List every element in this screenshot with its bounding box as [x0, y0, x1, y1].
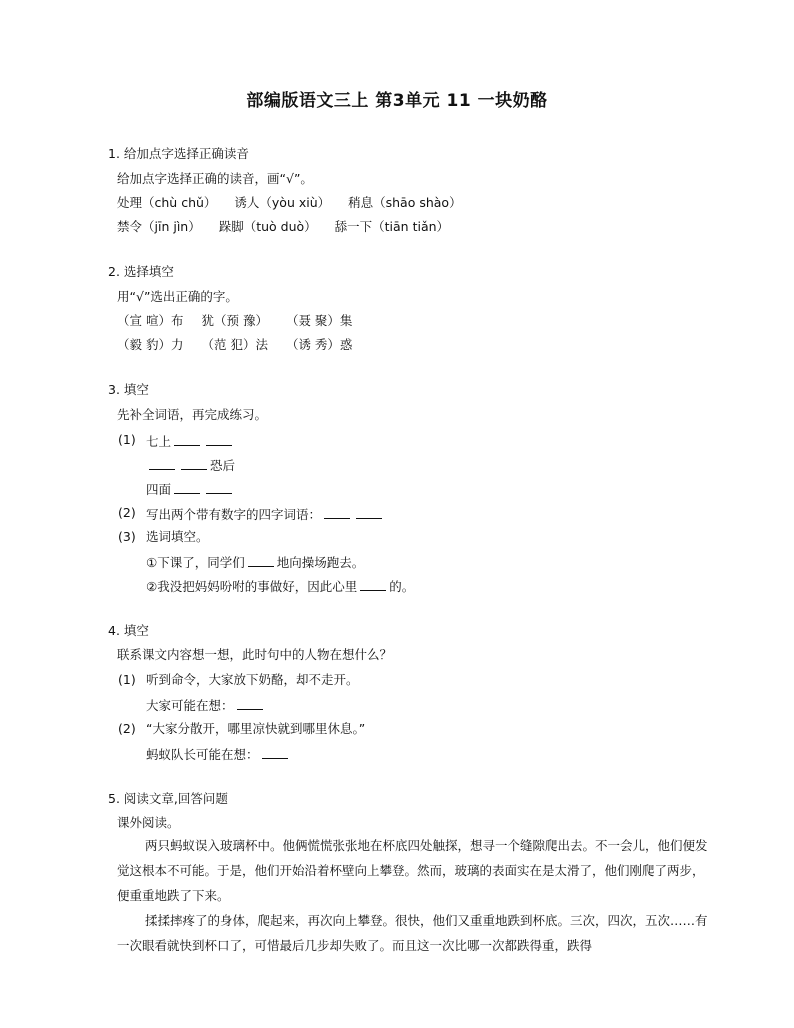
q3-part2-text: 写出两个带有数字的四字词语： — [146, 507, 322, 522]
q1-row2 — [117, 219, 449, 235]
q1-item-4: 禁令（jīn jìn） — [117, 219, 201, 234]
q5-paragraph-1: 两只蚂蚁误入玻璃杯中。他俩慌慌张张地在杯底四处触探，想寻一个缝隙爬出去。不一会儿，他们便发觉这根本不可能。于是，他们开始沿着杯壁向上攀登。然而，玻璃的表面实在是太滑了，他们刚爬了两步，便重重地跌了下来。 — [117, 838, 708, 903]
q2-row1 — [117, 313, 352, 329]
q3-sentence-2 — [146, 577, 414, 595]
q4-part1-answer-label: 大家可能在想： — [146, 698, 234, 713]
answer-blank[interactable] — [356, 505, 382, 519]
q5-header: 5. 阅读文章,回答问题 — [108, 791, 228, 806]
q1-item-5: 跺脚（tuò duò） — [218, 219, 317, 234]
answer-blank[interactable] — [206, 480, 232, 494]
q3-part1-line-c — [146, 480, 235, 498]
q3-instruction: 先补全词语，再完成练习。 — [117, 407, 268, 422]
q3-part1-line-a — [146, 432, 235, 450]
q3-sentence-1 — [146, 553, 364, 571]
q3-part1-line-b — [146, 456, 235, 474]
q3-sentence-2-post: 的。 — [389, 579, 415, 594]
q4-part2-number: (2) — [118, 721, 136, 736]
q3-sentence-1-post: 地向操场跑去。 — [276, 555, 365, 570]
q4-part2-answer — [146, 745, 291, 763]
answer-blank[interactable] — [360, 577, 386, 591]
q4-part1-number: (1) — [118, 672, 136, 687]
answer-blank[interactable] — [237, 696, 263, 710]
answer-blank[interactable] — [206, 432, 232, 446]
q3-part2-number: (2) — [118, 505, 136, 520]
q4-part1-answer — [146, 696, 266, 714]
q3-word-a-prefix: 七上 — [146, 434, 172, 449]
q1-item-2: 诱人（yòu xiù） — [234, 195, 331, 210]
q3-sentence-2-pre: ②我没把妈妈吩咐的事做好，因此心里 — [146, 579, 358, 594]
q2-item-2: 犹（预 豫） — [201, 313, 268, 328]
q5-instruction: 课外阅读。 — [117, 815, 180, 830]
q2-item-6: （诱 秀）惑 — [285, 337, 353, 352]
q3-part3-text: 选词填空。 — [146, 529, 209, 544]
q2-item-1: （宣 喧）布 — [117, 313, 184, 328]
q3-header: 3. 填空 — [108, 382, 149, 397]
q1-row1 — [117, 195, 462, 211]
q1-item-3: 稍息（shāo shào） — [348, 195, 462, 210]
answer-blank[interactable] — [262, 745, 288, 759]
q1-header: 1. 给加点字选择正确读音 — [108, 146, 249, 161]
q3-sentence-1-pre: ①下课了，同学们 — [146, 555, 245, 570]
q4-instruction: 联系课文内容想一想，此时句中的人物在想什么？ — [117, 647, 393, 662]
q4-part2-answer-label: 蚂蚁队长可能在想： — [146, 747, 259, 762]
answer-blank[interactable] — [174, 480, 200, 494]
q4-part2-text: “大家分散开，哪里凉快就到哪里休息。” — [146, 721, 366, 736]
answer-blank[interactable] — [324, 505, 350, 519]
q1-item-6: 舔一下（tiān tiǎn） — [334, 219, 450, 234]
answer-blank[interactable] — [181, 456, 207, 470]
answer-blank[interactable] — [174, 432, 200, 446]
q4-part1-text: 听到命令，大家放下奶酪，却不走开。 — [146, 672, 359, 687]
q2-row2 — [117, 337, 352, 353]
q2-instruction: 用“√”选出正确的字。 — [117, 289, 238, 304]
page-title: 部编版语文三上 第3单元 11 一块奶酪 — [246, 91, 548, 111]
q2-item-5: （范 犯）法 — [201, 337, 268, 352]
q5-paragraph-2: 揉揉摔疼了的身体，爬起来，再次向上攀登。很快，他们又重重地跌到杯底。三次，四次，五次……有一次眼看就快到杯口了，可惜最后几步却失败了。而且这一次比哪一次都跌得重，跌得 — [117, 913, 708, 953]
q4-header: 4. 填空 — [108, 623, 149, 638]
q3-word-b-suffix: 恐后 — [210, 458, 236, 473]
q3-part1-number: (1) — [118, 432, 136, 447]
answer-blank[interactable] — [149, 456, 175, 470]
q2-item-3: （聂 聚）集 — [285, 313, 353, 328]
q2-item-4: （毅 豹）力 — [117, 337, 184, 352]
q2-header: 2. 选择填空 — [108, 264, 174, 279]
q3-part2-line — [146, 505, 385, 523]
q1-instruction: 给加点字选择正确的读音，画“√”。 — [117, 171, 313, 186]
q1-item-1: 处理（chù chǔ） — [117, 195, 217, 210]
q3-word-c-prefix: 四面 — [146, 482, 172, 497]
q3-part3-number: (3) — [118, 529, 136, 544]
answer-blank[interactable] — [248, 553, 274, 567]
